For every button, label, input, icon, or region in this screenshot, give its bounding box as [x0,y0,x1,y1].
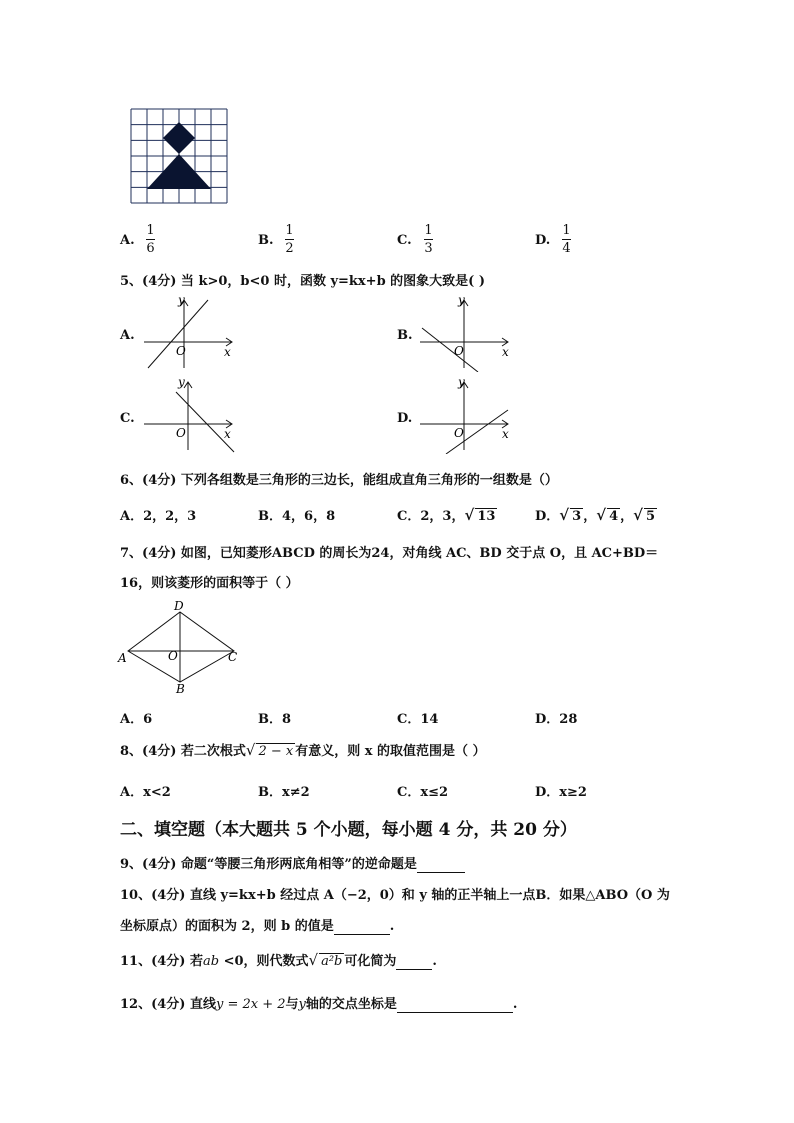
stem-prefix: 8、(4分) 若二次根式 [120,744,246,759]
q8-option-c[interactable]: C．x≤2 [397,785,449,800]
math-ab: ab [202,954,220,969]
y-axis-label: y [458,375,465,389]
x-axis-label: x [502,345,509,359]
var-y: y [298,997,306,1012]
vertex-a-label: A [118,651,127,665]
y-axis-label: y [178,375,185,389]
radicand: 2 − x [258,744,294,759]
stem-end: . [432,954,437,969]
x-axis-label: x [224,427,231,441]
y-axis-label: y [178,293,185,307]
q9-stem [120,853,465,873]
stem-suffix: 有意义，则 x 的取值范围是（ ） [295,744,486,759]
q7-option-d[interactable]: D．28 [535,712,578,727]
q8-option-a[interactable]: A．x<2 [120,785,171,800]
q8-option-b[interactable]: B．x≠2 [258,785,310,800]
origin-label: O [176,344,186,358]
q8-option-d[interactable]: D．x≥2 [535,785,587,800]
q5-graph-c[interactable] [140,374,240,454]
q12-stem [120,993,517,1013]
answer-blank[interactable] [396,954,432,970]
vertex-c-label: C [228,650,238,664]
stem-text: 坐标原点）的面积为 2，则 b 的值是 [120,919,334,934]
option-letter: D． [535,509,560,524]
q5-graph-a[interactable] [140,292,240,372]
sqrt-symbol-icon: √ [596,506,607,524]
answer-blank[interactable] [417,857,465,873]
option-text: C．2，3， [397,509,465,524]
numerator: 1 [146,223,155,238]
numerator: 1 [562,223,571,238]
radicand: 13 [477,509,496,524]
q7-rhombus-figure [116,596,246,694]
origin-label: O [176,426,186,440]
q7-stem-line2: 16，则该菱形的面积等于（ ） [120,576,299,591]
stem-end: . [512,997,518,1012]
sqrt-symbol-icon: √ [633,506,643,524]
option-letter: A. [120,233,135,248]
origin-label: O [454,344,464,358]
stem-prefix: 11、(4分) 若 [120,954,203,969]
q10-stem-line2 [120,915,394,935]
q4-grid-figure [128,106,230,206]
q4-option-b[interactable] [258,233,274,248]
option-letter: C. [397,233,412,248]
equation: y = 2x + 2 [215,997,286,1012]
sqrt-symbol-icon: √ [308,951,319,969]
q6-option-b[interactable]: B．4，6，8 [258,509,336,524]
stem-text: 9、(4分) 命题“等腰三角形两底角相等”的逆命题是 [120,857,417,872]
q4-option-a-fraction [146,223,155,256]
radicand: 5 [645,509,656,524]
denominator: 2 [285,241,294,256]
q6-option-d[interactable] [535,505,657,524]
q4-option-b-fraction [285,223,294,256]
stem-condition: <0，则代数式 [219,954,309,969]
q5-stem: 5、(4分) 当 k>0，b<0 时，函数 y=kx+b 的图象大致是( ) [120,274,486,289]
q10-stem-line1: 10、(4分) 直线 y=kx+b 经过点 A（−2，0）和 y 轴的正半轴上一点B．如果△ABO（O 为 [120,888,670,903]
option-letter: B. [258,233,274,248]
section-title: 二、填空题（本大题共 5 个小题，每小题 4 分，共 20 分） [120,820,577,840]
q5-option-d-label[interactable]: D. [397,411,413,426]
stem-end: . [389,919,395,934]
q4-option-c[interactable] [397,233,412,248]
q4-option-a[interactable] [120,233,135,248]
q4-option-d[interactable] [535,233,550,248]
numerator: 1 [424,223,433,238]
denominator: 6 [146,241,155,256]
q4-option-d-fraction [562,223,571,256]
vertex-d-label: D [174,599,184,613]
numerator: 1 [285,223,294,238]
separator: ， [583,509,597,524]
answer-blank[interactable] [397,997,513,1013]
q5-graph-d[interactable] [416,374,516,454]
denominator: 4 [562,241,571,256]
sqrt-symbol-icon: √ [464,506,475,524]
stem-suffix: 可化简为 [344,954,397,969]
denominator: 3 [424,241,433,256]
q6-stem: 6、(4分) 下列各组数是三角形的三边长，能组成直角三角形的一组数是（） [120,473,558,488]
q5-option-a-label[interactable]: A. [120,328,135,343]
option-letter: D. [535,233,551,248]
grid-diamond-shape [163,122,195,154]
center-o-label: O [168,649,178,663]
sqrt-symbol-icon: √ [559,506,570,524]
separator: ， [620,509,634,524]
x-axis-label: x [502,427,509,441]
q7-option-a[interactable]: A．6 [120,712,153,727]
sqrt-symbol-icon: √ [245,741,256,759]
q7-option-b[interactable]: B．8 [258,712,292,727]
x-axis-label: x [224,345,231,359]
q6-option-c[interactable] [397,505,497,524]
radicand: a²b [321,954,343,969]
stem-mid: 与 [285,997,299,1012]
q8-stem [120,740,486,759]
q7-stem-line1: 7、(4分) 如图，已知菱形ABCD 的周长为24，对角线 AC、BD 交于点 O，且 AC+BD＝ [120,546,659,561]
radicand: 4 [609,509,619,524]
vertex-b-label: B [176,682,185,694]
q5-graph-b[interactable] [416,292,516,372]
q6-option-a[interactable]: A．2，2，3 [120,509,197,524]
radicand: 3 [572,509,582,524]
y-axis-label: y [458,293,465,307]
q7-option-c[interactable]: C．14 [397,712,439,727]
origin-label: O [454,426,464,440]
q5-option-b-label[interactable]: B. [397,328,413,343]
stem-prefix: 12、(4分) 直线 [120,997,216,1012]
q5-option-c-label[interactable]: C. [120,411,135,426]
q4-option-c-fraction [424,223,433,256]
answer-blank[interactable] [334,919,390,935]
stem-suffix: 轴的交点坐标是 [305,997,397,1012]
q11-stem [120,950,437,970]
